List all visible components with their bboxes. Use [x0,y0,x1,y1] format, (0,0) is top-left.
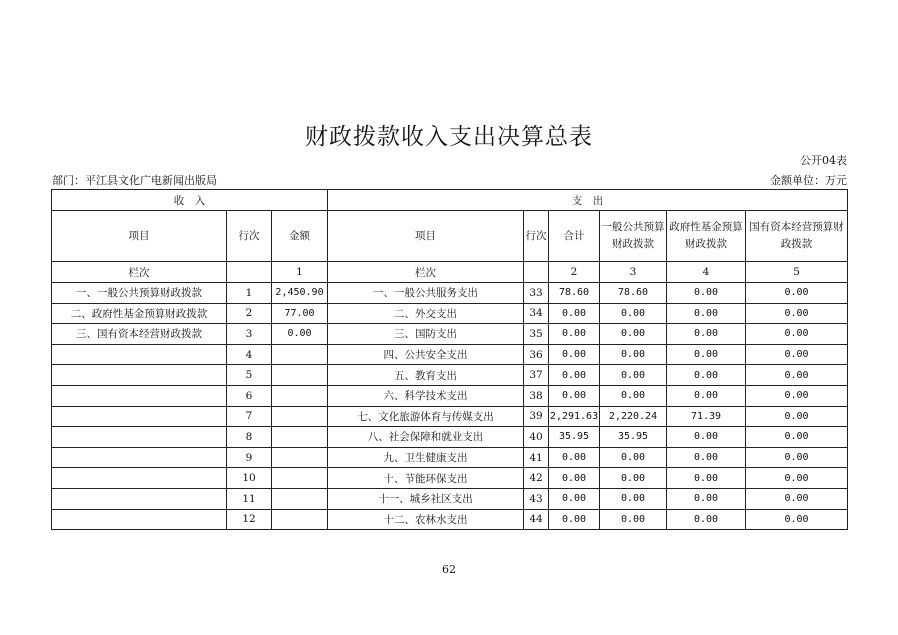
income-amount-cell [272,365,328,386]
state-capital-cell: 0.00 [746,324,848,345]
index-col-4: 4 [667,262,746,283]
income-item-cell [52,385,227,406]
general-budget-cell: 0.00 [600,468,667,489]
general-budget-cell: 35.95 [600,427,667,448]
summary-table [51,189,848,530]
income-row-cell: 11 [227,488,272,509]
state-capital-cell: 0.00 [746,303,848,324]
gov-fund-cell: 0.00 [667,303,746,324]
state-capital-cell: 0.00 [746,344,848,365]
expense-row-cell: 35 [524,324,549,345]
general-budget-cell: 0.00 [600,303,667,324]
total-cell: 0.00 [549,468,600,489]
table-row [52,468,848,489]
expense-row-cell: 44 [524,509,549,530]
expense-row-cell: 37 [524,365,549,386]
total-cell: 0.00 [549,365,600,386]
gov-fund-cell: 0.00 [667,427,746,448]
income-row-cell: 1 [227,283,272,304]
expense-item-cell: 七、文化旅游体育与传媒支出 [328,406,524,427]
income-item-header: 项目 [52,211,227,262]
income-amount-cell [272,509,328,530]
general-budget-cell: 0.00 [600,488,667,509]
table-row [52,283,848,304]
general-budget-cell: 0.00 [600,447,667,468]
income-amount-cell [272,385,328,406]
form-code: 公开04表 [800,154,847,167]
page-title: 财政拨款收入支出决算总表 [305,124,593,150]
page-number: 62 [442,563,456,576]
expense-row-cell: 41 [524,447,549,468]
income-item-cell: 三、国有资本经营财政拨款 [52,324,227,345]
gov-fund-cell: 0.00 [667,468,746,489]
expense-row-cell: 34 [524,303,549,324]
income-amount-cell [272,468,328,489]
expense-index-label: 栏次 [328,262,524,283]
total-cell: 0.00 [549,447,600,468]
expense-item-cell: 十二、农林水支出 [328,509,524,530]
table-row [52,406,848,427]
table-row [52,324,848,345]
expense-item-cell: 十一、城乡社区支出 [328,488,524,509]
income-row-cell: 7 [227,406,272,427]
table-row [52,509,848,530]
income-amount-cell [272,344,328,365]
table-row [52,303,848,324]
state-capital-cell: 0.00 [746,427,848,448]
table-row [52,385,848,406]
income-row-header: 行次 [227,211,272,262]
income-amount-cell: 77.00 [272,303,328,324]
income-row-cell: 4 [227,344,272,365]
income-item-cell: 二、政府性基金预算财政拨款 [52,303,227,324]
total-cell: 35.95 [549,427,600,448]
income-amount-header: 金额 [272,211,328,262]
general-budget-cell: 0.00 [600,385,667,406]
income-item-cell [52,468,227,489]
department-label: 部门：平江县文化广电新闻出版局 [52,174,217,187]
income-row-cell: 2 [227,303,272,324]
expense-item-cell: 八、社会保障和就业支出 [328,427,524,448]
income-amount-cell [272,406,328,427]
general-budget-cell: 0.00 [600,324,667,345]
expense-item-cell: 二、外交支出 [328,303,524,324]
expense-item-cell: 一、一般公共服务支出 [328,283,524,304]
gov-fund-cell: 0.00 [667,488,746,509]
index-col-2: 2 [549,262,600,283]
income-section-header: 收 入 [52,190,328,211]
income-amount-cell [272,427,328,448]
state-capital-header: 国有资本经营预算财政拨款 [746,211,848,262]
total-cell: 0.00 [549,344,600,365]
income-amount-cell: 0.00 [272,324,328,345]
expense-row-cell: 36 [524,344,549,365]
expense-row-cell: 42 [524,468,549,489]
gov-fund-cell: 0.00 [667,324,746,345]
total-header: 合计 [549,211,600,262]
expense-item-cell: 五、教育支出 [328,365,524,386]
expense-row-cell: 33 [524,283,549,304]
total-cell: 0.00 [549,324,600,345]
table-row [52,447,848,468]
income-item-cell [52,427,227,448]
index-col-3: 3 [600,262,667,283]
income-row-cell: 8 [227,427,272,448]
total-cell: 0.00 [549,385,600,406]
total-cell: 78.60 [549,283,600,304]
total-cell: 2,291.63 [549,406,600,427]
state-capital-cell: 0.00 [746,509,848,530]
gov-fund-cell: 71.39 [667,406,746,427]
expense-item-cell: 四、公共安全支出 [328,344,524,365]
income-item-cell [52,488,227,509]
income-index-label: 栏次 [52,262,227,283]
table-row [52,488,848,509]
expense-item-cell: 九、卫生健康支出 [328,447,524,468]
gov-fund-cell: 0.00 [667,344,746,365]
gov-fund-header: 政府性基金预算财政拨款 [667,211,746,262]
total-cell: 0.00 [549,303,600,324]
income-amount-cell [272,488,328,509]
table-body [52,283,848,530]
income-row-cell: 3 [227,324,272,345]
income-item-cell [52,447,227,468]
gov-fund-cell: 0.00 [667,447,746,468]
table-row [52,344,848,365]
expense-row-cell: 38 [524,385,549,406]
expense-row-cell: 40 [524,427,549,448]
state-capital-cell: 0.00 [746,447,848,468]
gov-fund-cell: 0.00 [667,365,746,386]
unit-label: 金额单位：万元 [770,174,847,187]
expense-row-cell: 43 [524,488,549,509]
general-budget-cell: 0.00 [600,365,667,386]
state-capital-cell: 0.00 [746,488,848,509]
general-budget-cell: 78.60 [600,283,667,304]
expense-index-empty [524,262,549,283]
general-budget-cell: 0.00 [600,509,667,530]
expense-section-header: 支 出 [328,190,848,211]
income-item-cell [52,509,227,530]
income-row-cell: 10 [227,468,272,489]
gov-fund-cell: 0.00 [667,385,746,406]
income-item-cell [52,406,227,427]
income-item-cell [52,344,227,365]
income-row-cell: 12 [227,509,272,530]
gov-fund-cell: 0.00 [667,509,746,530]
expense-item-cell: 三、国防支出 [328,324,524,345]
state-capital-cell: 0.00 [746,468,848,489]
income-item-cell [52,365,227,386]
expense-item-cell: 十、节能环保支出 [328,468,524,489]
income-row-cell: 9 [227,447,272,468]
state-capital-cell: 0.00 [746,406,848,427]
state-capital-cell: 0.00 [746,283,848,304]
table-row [52,365,848,386]
income-row-cell: 6 [227,385,272,406]
gov-fund-cell: 0.00 [667,283,746,304]
general-budget-cell: 2,220.24 [600,406,667,427]
total-cell: 0.00 [549,509,600,530]
expense-row-cell: 39 [524,406,549,427]
state-capital-cell: 0.00 [746,365,848,386]
income-index-col: 1 [272,262,328,283]
expense-row-header: 行次 [524,211,549,262]
income-item-cell: 一、一般公共预算财政拨款 [52,283,227,304]
index-col-5: 5 [746,262,848,283]
expense-item-header: 项目 [328,211,524,262]
income-row-cell: 5 [227,365,272,386]
general-budget-cell: 0.00 [600,344,667,365]
table-row [52,427,848,448]
total-cell: 0.00 [549,488,600,509]
income-amount-cell: 2,450.90 [272,283,328,304]
income-amount-cell [272,447,328,468]
income-index-empty [227,262,272,283]
general-budget-header: 一般公共预算财政拨款 [600,211,667,262]
state-capital-cell: 0.00 [746,385,848,406]
expense-item-cell: 六、科学技术支出 [328,385,524,406]
